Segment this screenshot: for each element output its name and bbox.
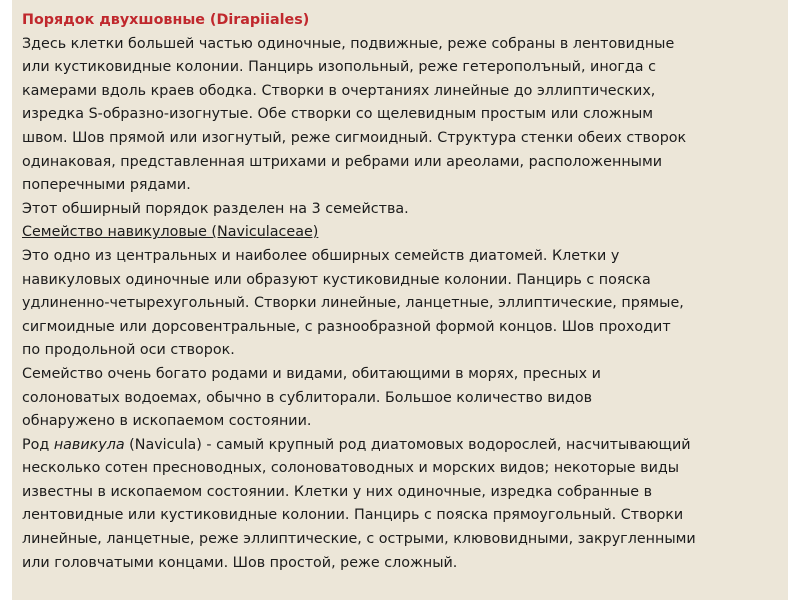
genus-name-italic: навикула xyxy=(53,436,125,453)
intro-line: изредка S-образно-изогнутые. Обе створки со щелевидным простым или сложным xyxy=(22,106,654,123)
intro-line: камерами вдоль краев ободка. Створки в очертаниях линейные до эллиптических, xyxy=(22,82,656,99)
genus-line: несколько сотен пресноводных, солоноватоводных и морских видов; некоторые виды xyxy=(22,460,680,477)
family-line: удлиненно-четырехугольный. Створки линейные, ланцетные, эллиптические, прямые, xyxy=(22,295,684,312)
genus-line-rest: (Navicula) - самый крупный род диатомовых водорослей, насчитывающий xyxy=(124,436,691,453)
intro-line: поперечными рядами. xyxy=(22,177,191,194)
genus-line: линейные, ланцетные, реже эллиптические, с острыми, клювовидными, закругленными xyxy=(22,531,696,548)
family-line: солоноватых водоемах, обычно в сублиторали. Большое количество видов xyxy=(22,389,593,406)
families-line: Этот обширный порядок разделен на 3 семейства. xyxy=(22,200,409,217)
intro-line: или кустиковидные колонии. Панцирь изопольный, реже гетерополъный, иногда с xyxy=(22,59,656,76)
family-line: сигмоидные или дорсовентральные, с разнообразной формой концов. Шов проходит xyxy=(22,318,671,335)
genus-line: известны в ископаемом состоянии. Клетки у них одиночные, изредка собранные в xyxy=(22,483,653,500)
family-line: навикуловых одиночные или образуют кустиковидные колонии. Панцирь с пояска xyxy=(22,271,651,288)
intro-line: одинаковая, представленная штрихами и ребрами или ареолами, расположенными xyxy=(22,153,663,170)
genus-prefix: Род xyxy=(22,436,54,453)
order-title: Порядок двухшовные (Dirapiiales) xyxy=(22,12,310,28)
family-title: Семейство навикуловые (Naviculaceae) xyxy=(22,224,319,241)
text-body xyxy=(22,9,772,575)
intro-line: Здесь клетки большей частью одиночные, подвижные, реже собраны в лентовидные xyxy=(22,35,675,52)
genus-line xyxy=(22,434,772,458)
genus-line: лентовидные или кустиковидные колонии. Панцирь с пояска прямоугольный. Створки xyxy=(22,507,684,524)
intro-line: швом. Шов прямой или изогнутый, реже сигмоидный. Структура стенки обеих створок xyxy=(22,129,687,146)
family-line: по продольной оси створок. xyxy=(22,342,235,359)
family-line: Это одно из центральных и наиболее обширных семейств диатомей. Клетки у xyxy=(22,247,620,264)
genus-line: или головчатыми концами. Шов простой, реже сложный. xyxy=(22,554,458,571)
family-line: Семейство очень богато родами и видами, обитающими в морях, пресных и xyxy=(22,365,601,382)
slide-background xyxy=(12,0,788,600)
family-line: обнаружено в ископаемом состоянии. xyxy=(22,413,312,430)
